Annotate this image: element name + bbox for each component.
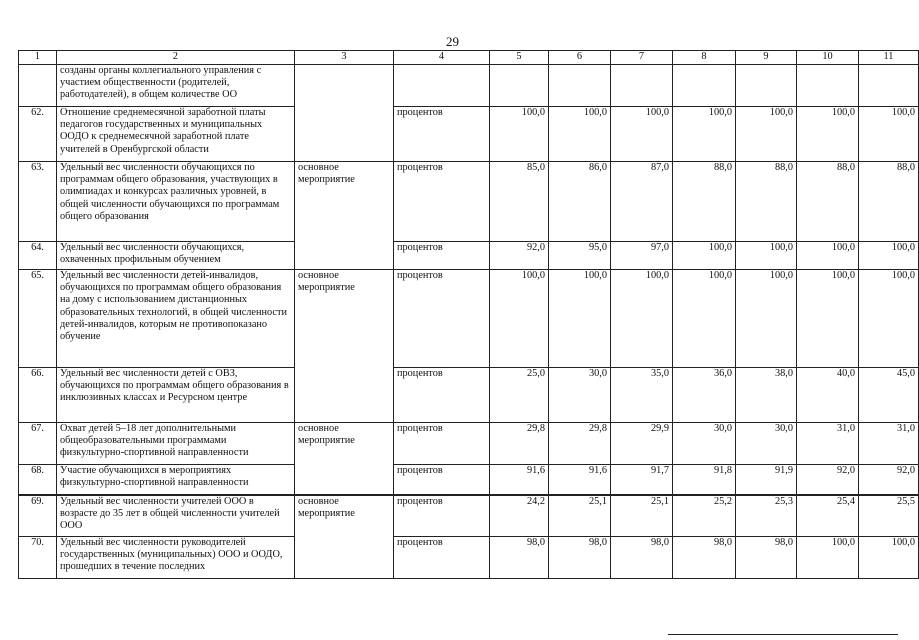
value-cell: 100,0: [859, 107, 919, 162]
unit-cell: процентов: [394, 495, 490, 537]
value-cell: 87,0: [611, 162, 673, 242]
value-cell: 88,0: [859, 162, 919, 242]
value-cell: 25,4: [797, 495, 859, 537]
value-cell: 92,0: [797, 465, 859, 495]
value-cell: 29,9: [611, 423, 673, 465]
table-row: [19, 368, 919, 423]
value-cell: 30,0: [736, 423, 797, 465]
page-number: 29: [446, 34, 459, 49]
group-cell: основное мероприятие: [295, 162, 394, 270]
value-cell: 88,0: [797, 162, 859, 242]
value-cell: 98,0: [490, 537, 549, 579]
value-cell: 45,0: [859, 368, 919, 423]
indicators-table: [18, 50, 919, 579]
group-cell: основное мероприятие: [295, 495, 394, 579]
value-cell: 100,0: [736, 242, 797, 270]
value-cell: 92,0: [859, 465, 919, 495]
value-cell: 25,3: [736, 495, 797, 537]
group-cell: [295, 65, 394, 162]
value-cell: 25,1: [549, 495, 611, 537]
row-number: 67.: [19, 423, 57, 465]
row-number: 70.: [19, 537, 57, 579]
value-cell: 38,0: [736, 368, 797, 423]
value-cell: 98,0: [736, 537, 797, 579]
value-cell: [736, 65, 797, 107]
value-cell: 100,0: [797, 270, 859, 368]
value-cell: 91,9: [736, 465, 797, 495]
header-cell: 10: [797, 51, 859, 65]
value-cell: 29,8: [549, 423, 611, 465]
value-cell: 24,2: [490, 495, 549, 537]
header-cell: 8: [673, 51, 736, 65]
table-row: [19, 107, 919, 162]
header-cell: 9: [736, 51, 797, 65]
unit-cell: процентов: [394, 368, 490, 423]
row-number: 63.: [19, 162, 57, 242]
value-cell: 86,0: [549, 162, 611, 242]
indicator-text: Отношение среднемесячной заработной платы педагогов государственных и муниципальных ООДО к среднемесячной заработной плате учителей в Оренбургской области: [57, 107, 295, 162]
value-cell: 100,0: [673, 270, 736, 368]
value-cell: 100,0: [490, 270, 549, 368]
value-cell: 100,0: [859, 537, 919, 579]
value-cell: 31,0: [797, 423, 859, 465]
value-cell: 25,2: [673, 495, 736, 537]
value-cell: [611, 65, 673, 107]
unit-cell: процентов: [394, 423, 490, 465]
value-cell: 100,0: [490, 107, 549, 162]
table-row: [19, 242, 919, 270]
value-cell: 25,5: [859, 495, 919, 537]
unit-cell: процентов: [394, 537, 490, 579]
header-cell: 7: [611, 51, 673, 65]
value-cell: 92,0: [490, 242, 549, 270]
value-cell: 100,0: [611, 270, 673, 368]
table-row: [19, 537, 919, 579]
value-cell: 100,0: [673, 107, 736, 162]
value-cell: 100,0: [736, 270, 797, 368]
unit-cell: процентов: [394, 270, 490, 368]
value-cell: 100,0: [736, 107, 797, 162]
header-cell: 5: [490, 51, 549, 65]
value-cell: 91,8: [673, 465, 736, 495]
indicator-text: Удельный вес численности детей-инвалидов, обучающихся по программам общего образования на дому с использованием дистанционных образовательных технологий, в общей численности детей-инвалидов, которым не противопоказано обучение: [57, 270, 295, 368]
unit-cell: процентов: [394, 107, 490, 162]
row-number: 68.: [19, 465, 57, 495]
value-cell: 97,0: [611, 242, 673, 270]
header-cell: 11: [859, 51, 919, 65]
unit-cell: процентов: [394, 162, 490, 242]
value-cell: 100,0: [797, 537, 859, 579]
group-cell: основное мероприятие: [295, 423, 394, 495]
footer-divider: [668, 634, 898, 635]
table-row: [19, 495, 919, 537]
value-cell: 25,0: [490, 368, 549, 423]
header-cell: 6: [549, 51, 611, 65]
header-cell: 3: [295, 51, 394, 65]
table-row: [19, 162, 919, 242]
value-cell: 30,0: [549, 368, 611, 423]
value-cell: 88,0: [736, 162, 797, 242]
indicator-text: Удельный вес численности детей с ОВЗ, обучающихся по программам общего образования в инклюзивных классах и Ресурсном центре: [57, 368, 295, 423]
value-cell: 100,0: [797, 242, 859, 270]
group-cell: основное мероприятие: [295, 270, 394, 423]
row-number: 66.: [19, 368, 57, 423]
value-cell: 100,0: [859, 270, 919, 368]
value-cell: 100,0: [549, 270, 611, 368]
indicator-text: Удельный вес численности учителей ООО в возрасте до 35 лет в общей численности учителей ООО: [57, 495, 295, 537]
value-cell: 100,0: [859, 242, 919, 270]
value-cell: 95,0: [549, 242, 611, 270]
value-cell: 91,7: [611, 465, 673, 495]
indicator-text: Удельный вес численности обучающихся по программам общего образования, участвующих в олимпиадах и конкурсах различных уровней, в общей численности обучающихся по программам общего образования: [57, 162, 295, 242]
header-cell: 2: [57, 51, 295, 65]
value-cell: 85,0: [490, 162, 549, 242]
value-cell: 100,0: [673, 242, 736, 270]
value-cell: [797, 65, 859, 107]
table-row: [19, 423, 919, 465]
value-cell: 31,0: [859, 423, 919, 465]
indicator-text: Удельный вес численности руководителей государственных (муниципальных) ООО и ООДО, прошедших в течение последних: [57, 537, 295, 579]
indicator-text: Участие обучающихся в мероприятиях физкультурно-спортивной направленности: [57, 465, 295, 495]
value-cell: 100,0: [611, 107, 673, 162]
row-number: 62.: [19, 107, 57, 162]
value-cell: 30,0: [673, 423, 736, 465]
unit-cell: [394, 65, 490, 107]
row-number: 65.: [19, 270, 57, 368]
value-cell: [859, 65, 919, 107]
header-row: [19, 51, 919, 65]
value-cell: 100,0: [549, 107, 611, 162]
value-cell: 36,0: [673, 368, 736, 423]
value-cell: 29,8: [490, 423, 549, 465]
indicator-text: Удельный вес численности обучающихся, охваченных профильным обучением: [57, 242, 295, 270]
value-cell: 40,0: [797, 368, 859, 423]
indicator-text: созданы органы коллегиального управления с участием общественности (родителей, работодателей), в общем количестве ОО: [57, 65, 295, 107]
value-cell: 100,0: [797, 107, 859, 162]
unit-cell: процентов: [394, 465, 490, 495]
value-cell: [673, 65, 736, 107]
value-cell: 98,0: [611, 537, 673, 579]
value-cell: 91,6: [549, 465, 611, 495]
value-cell: 88,0: [673, 162, 736, 242]
value-cell: 98,0: [673, 537, 736, 579]
unit-cell: процентов: [394, 242, 490, 270]
header-cell: 4: [394, 51, 490, 65]
header-cell: 1: [19, 51, 57, 65]
value-cell: [549, 65, 611, 107]
row-number: 69.: [19, 495, 57, 537]
value-cell: 25,1: [611, 495, 673, 537]
value-cell: 98,0: [549, 537, 611, 579]
table-row: [19, 65, 919, 107]
row-number: 64.: [19, 242, 57, 270]
row-number: [19, 65, 57, 107]
value-cell: 91,6: [490, 465, 549, 495]
table-row: [19, 270, 919, 368]
value-cell: 35,0: [611, 368, 673, 423]
indicator-text: Охват детей 5–18 лет дополнительными общеобразовательными программами физкультурно-спортивной направленности: [57, 423, 295, 465]
value-cell: [490, 65, 549, 107]
table-row: [19, 465, 919, 495]
